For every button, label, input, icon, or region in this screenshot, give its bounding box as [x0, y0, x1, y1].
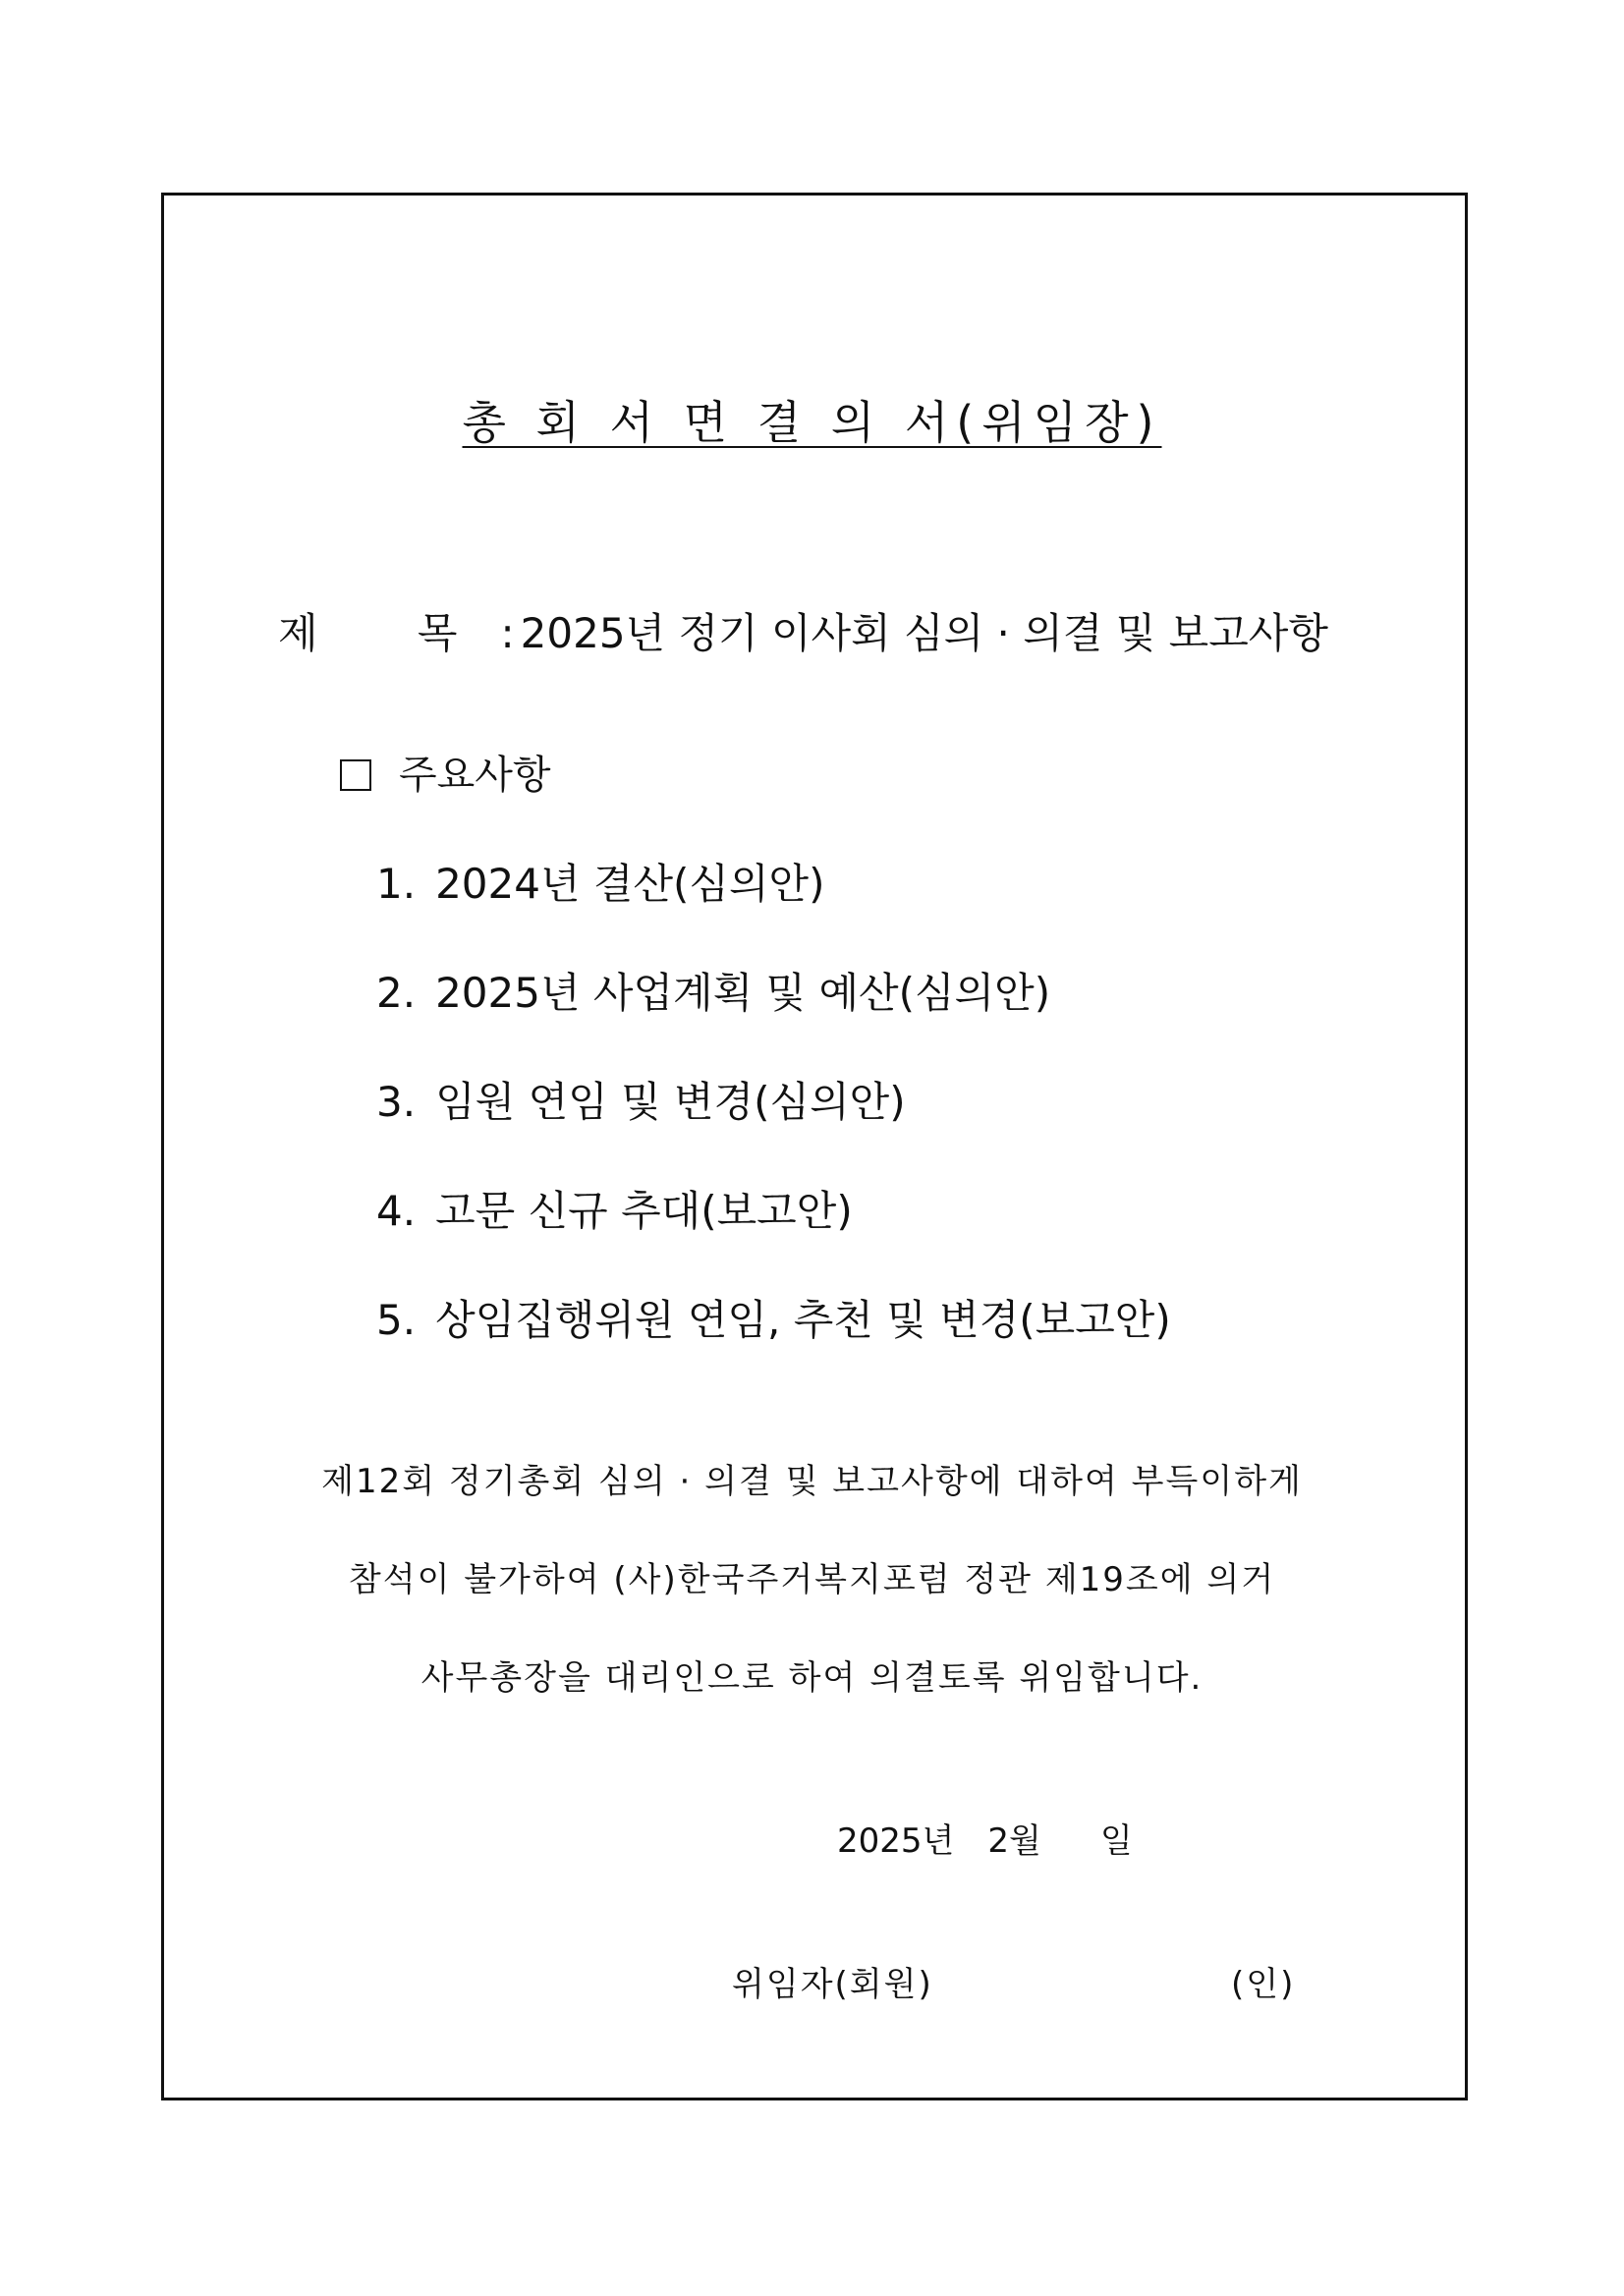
section-header: [340, 749, 551, 802]
section-header-label: 주요사항: [399, 753, 551, 798]
document-title: [0, 393, 1624, 452]
checkbox-icon: [340, 759, 371, 791]
date-line: [837, 1818, 1133, 1865]
list-item-text: 2024년 결산(심의안): [435, 860, 825, 908]
list-item: [376, 1293, 1171, 1402]
list-item-text: 고문 신규 추대(보고안): [435, 1187, 853, 1235]
list-item-number: 2.: [376, 969, 417, 1017]
subject-line: [278, 606, 1328, 661]
list-item-number: 4.: [376, 1187, 417, 1235]
list-item: [376, 1184, 1171, 1293]
list-item-number: 1.: [376, 860, 417, 908]
list-item: [376, 1075, 1171, 1184]
document-title-text: 총 회 서 면 결 의 서(위임장): [462, 396, 1162, 449]
paragraph-line: 사무총장을 대리인으로 하여 의결토록 위임합니다.: [420, 1658, 1204, 1698]
delegator-label: 위임자(회원): [732, 1965, 933, 2004]
list-item-number: 5.: [376, 1296, 417, 1344]
agenda-list: [376, 857, 1171, 1402]
subject-colon: :: [500, 609, 515, 657]
subject-text: 2025년 정기 이사회 심의 · 의결 및 보고사항: [520, 609, 1328, 657]
paragraph-line: 참석이 불가하여 (사)한국주거복지포럼 정관 제19조에 의거: [348, 1560, 1276, 1599]
list-item-text: 임원 연임 및 변경(심의안): [435, 1078, 906, 1126]
subject-label: 제 목: [278, 609, 501, 657]
list-item-number: 3.: [376, 1078, 417, 1126]
date-day: 일: [1099, 1821, 1133, 1861]
list-item: [376, 966, 1171, 1075]
list-item-text: 상임집행위원 연임, 추천 및 변경(보고안): [435, 1296, 1171, 1344]
list-item-text: 2025년 사업계획 및 예산(심의안): [435, 969, 1051, 1017]
date-month: 2월: [987, 1821, 1041, 1861]
paragraph-line: 제12회 정기총회 심의 · 의결 및 보고사항에 대하여 부득이하게: [321, 1462, 1303, 1501]
seal-label: (인): [1231, 1965, 1296, 2004]
date-year: 2025년: [837, 1821, 955, 1861]
delegation-paragraph: [0, 1457, 1624, 1752]
list-item: [376, 857, 1171, 966]
